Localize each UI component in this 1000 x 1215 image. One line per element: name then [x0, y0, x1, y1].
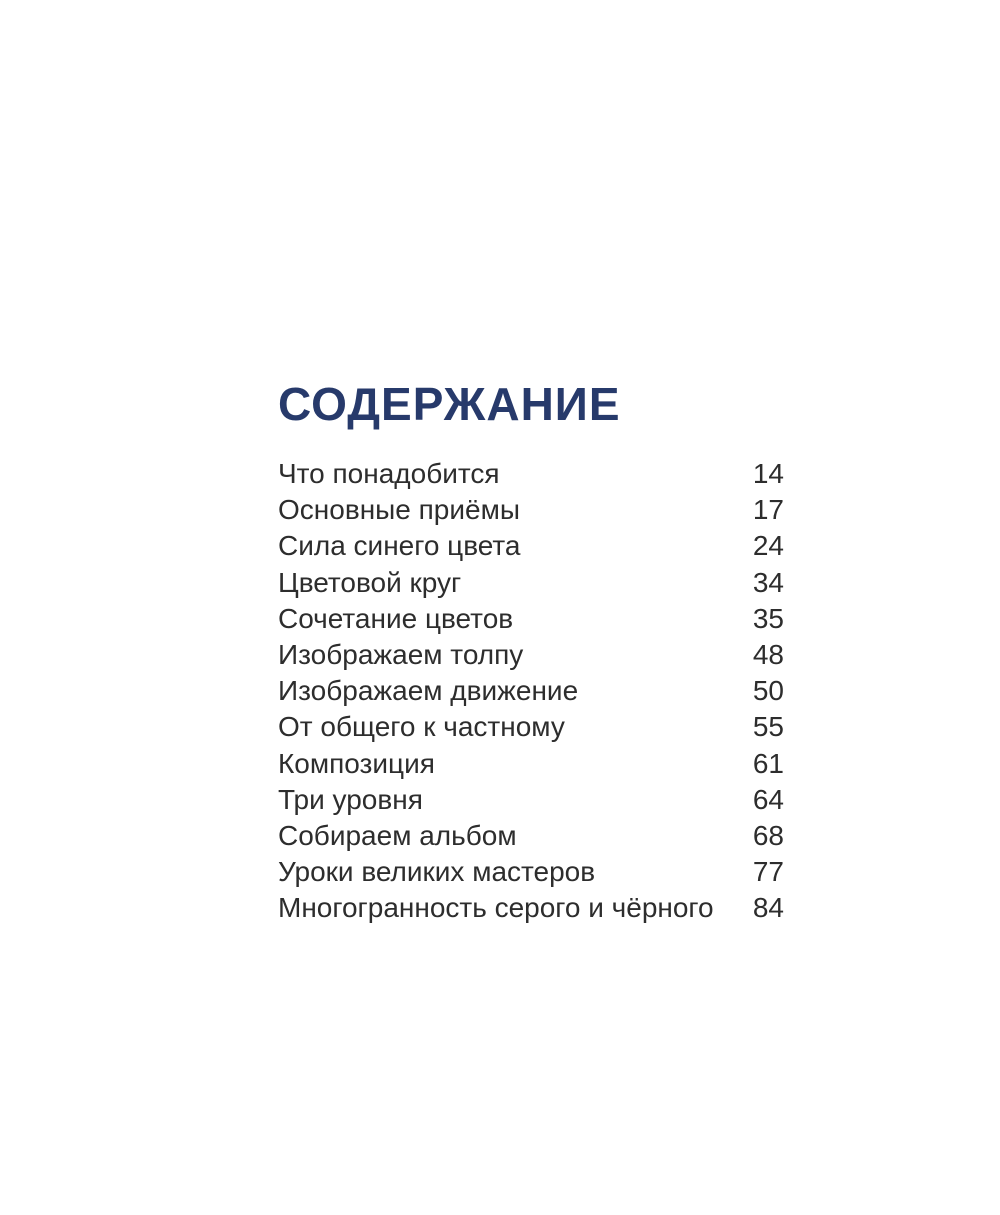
toc-entry-title: Цветовой круг	[278, 566, 462, 598]
toc-entry-title: Изображаем движение	[278, 675, 579, 707]
toc-entry-page-number: 64	[752, 783, 784, 815]
toc-entry-row	[278, 456, 784, 492]
toc-entry-row	[278, 854, 784, 890]
toc-entry-title: Основные приёмы	[278, 494, 520, 526]
toc-entry-row	[278, 746, 784, 782]
toc-entry-page-number: 61	[752, 747, 784, 779]
toc-entry-page-number: 48	[752, 639, 784, 671]
toc-entry-page-number: 55	[752, 711, 784, 743]
toc-entry-page-number: 35	[752, 602, 784, 634]
toc-entry-page-number: 17	[752, 494, 784, 526]
toc-entry-page-number: 24	[752, 530, 784, 562]
toc-entry-title: От общего к частному	[278, 711, 565, 743]
page-title: СОДЕРЖАНИЕ	[278, 378, 621, 430]
toc-entry-page-number: 34	[752, 566, 784, 598]
toc-entry-row	[278, 673, 784, 709]
toc-entry-page-number: 77	[752, 856, 784, 888]
toc-entry-row	[278, 601, 784, 637]
toc-entry-title: Три уровня	[278, 783, 423, 815]
toc-entry-page-number: 68	[752, 820, 784, 852]
toc-entry-row	[278, 818, 784, 854]
toc-entry-row	[278, 782, 784, 818]
toc-entry-page-number: 14	[752, 458, 784, 489]
toc-entry-title: Сочетание цветов	[278, 602, 514, 634]
toc-entry-row	[278, 528, 784, 564]
toc-entry-title: Собираем альбом	[278, 820, 517, 852]
toc-entry-page-number: 50	[752, 675, 784, 707]
toc-entry-row	[278, 492, 784, 528]
toc-list	[278, 456, 784, 927]
toc-entry-title: Уроки великих мастеров	[278, 856, 596, 888]
toc-entry-page-number: 84	[752, 892, 784, 924]
toc-entry-title: Композиция	[278, 747, 435, 779]
toc-entry-title: Изображаем толпу	[278, 639, 524, 671]
toc-entry-title: Что понадобится	[278, 458, 500, 489]
toc-entry-title: Многогранность серого и чёрного	[278, 892, 714, 924]
toc-entry-row	[278, 890, 784, 926]
toc-entry-row	[278, 709, 784, 745]
toc-entry-row	[278, 565, 784, 601]
toc-entry-title: Сила синего цвета	[278, 530, 521, 562]
toc-entry-row	[278, 637, 784, 673]
